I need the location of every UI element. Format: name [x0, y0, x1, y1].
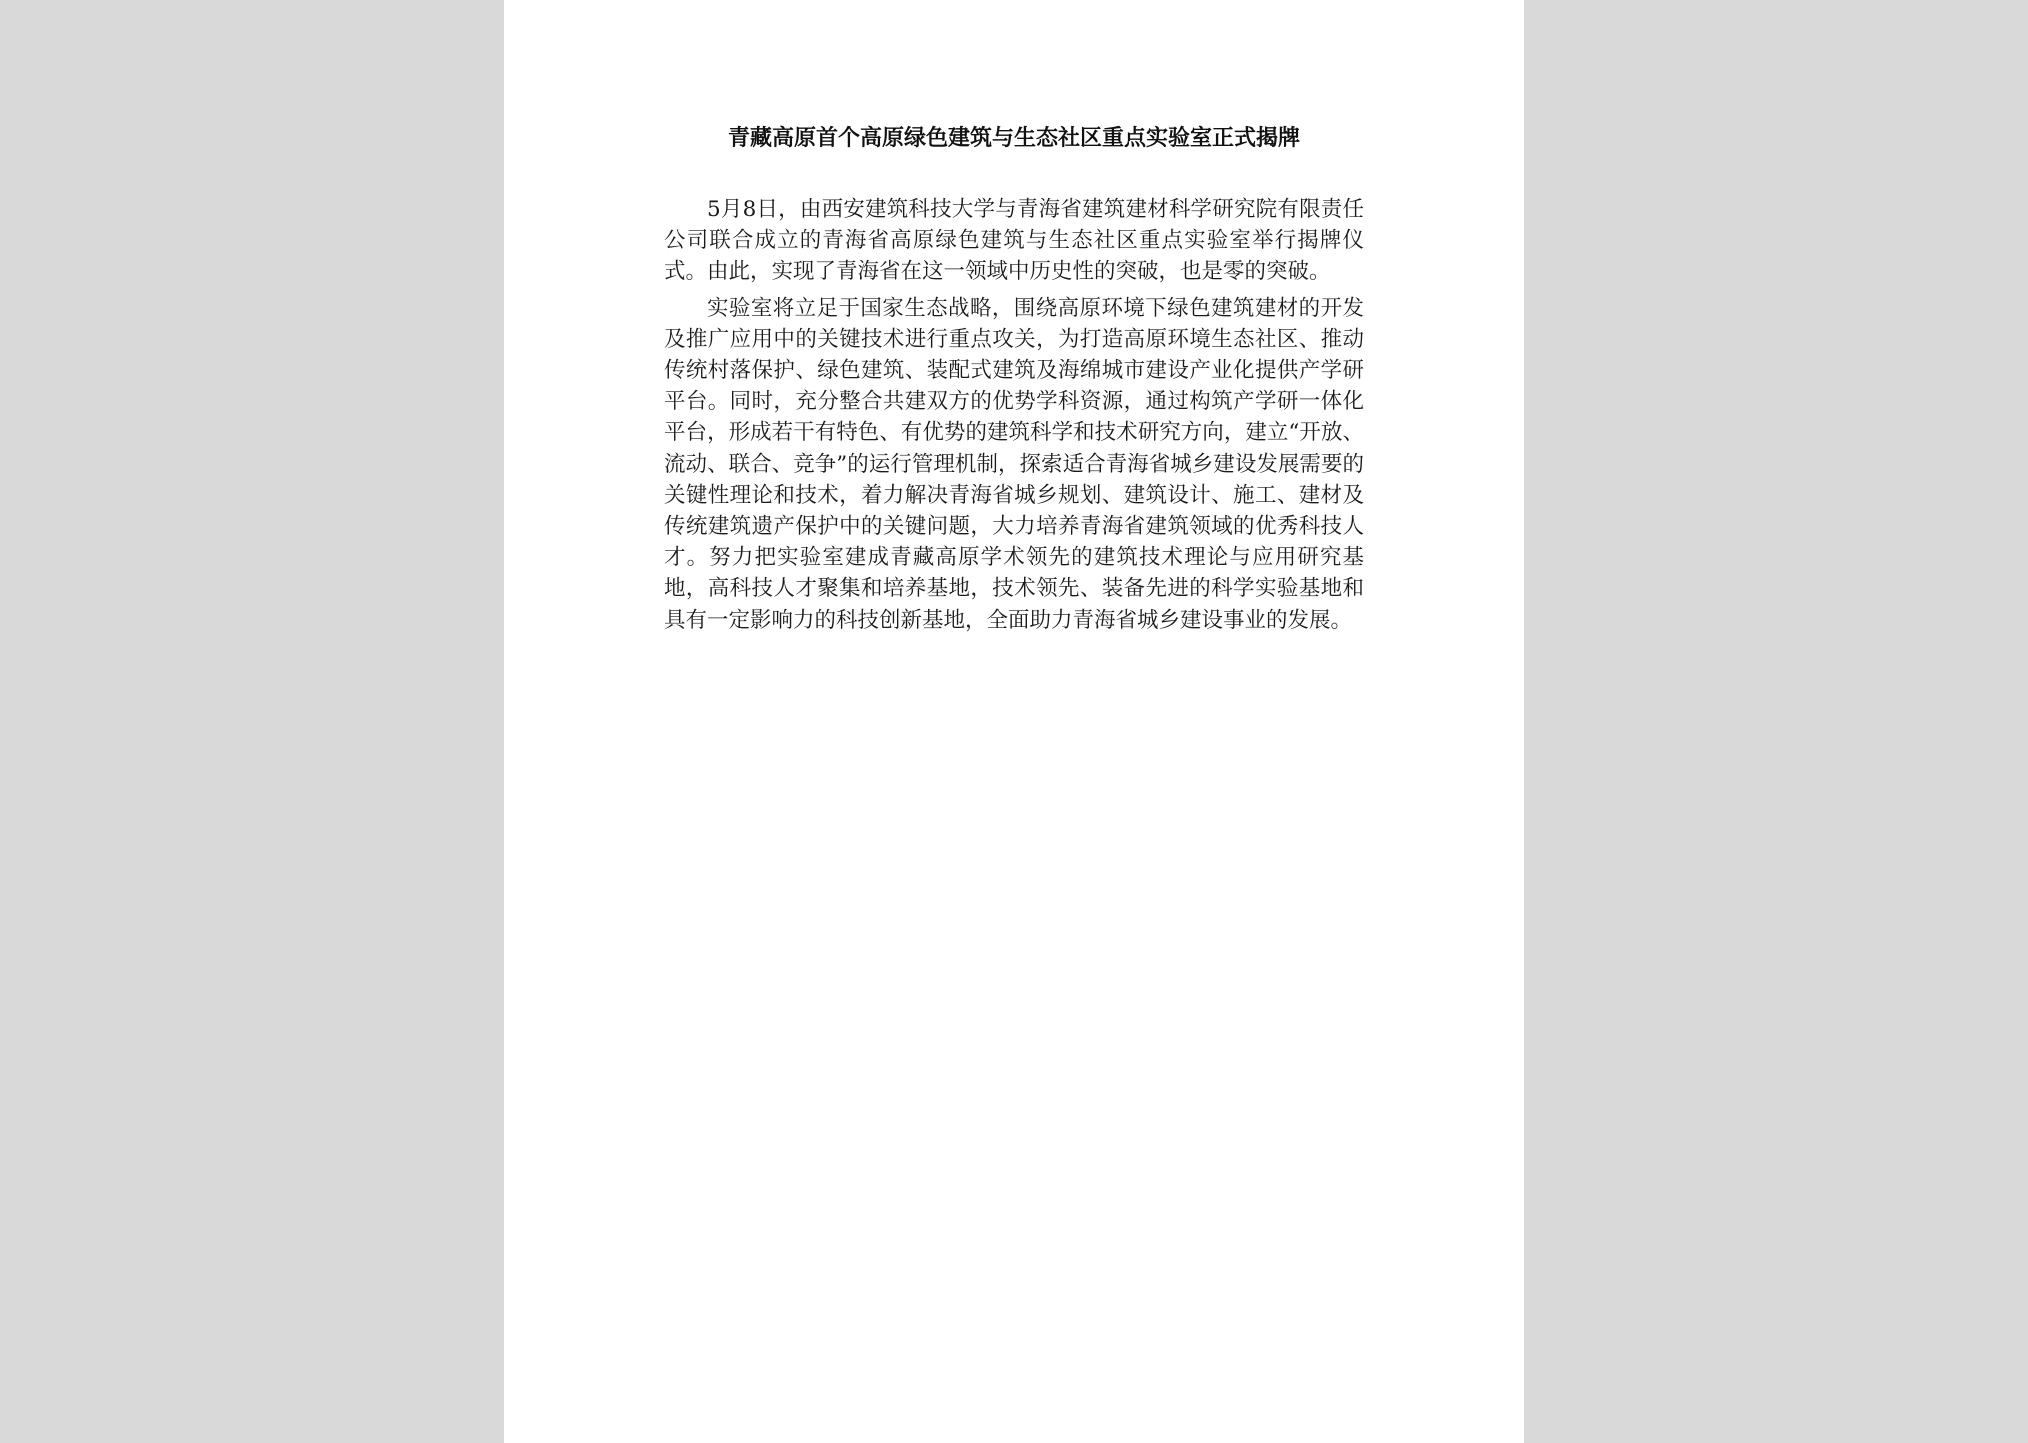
paragraph-1: 5月8日，由西安建筑科技大学与青海省建筑建材科学研究院有限责任公司联合成立的青海省高原绿色建筑与生态社区重点实验室举行揭牌仪式。由此，实现了青海省在这一领域中历史性的突破，也是零的突破。 — [664, 197, 1364, 285]
document-page — [504, 0, 1524, 1443]
document-body — [664, 194, 1364, 641]
document-title: 青藏高原首个高原绿色建筑与生态社区重点实验室正式揭牌 — [727, 125, 1300, 151]
paragraph-2: 实验室将立足于国家生态战略，围绕高原环境下绿色建筑建材的开发及推广应用中的关键技术进行重点攻关，为打造高原环境生态社区、推动传统村落保护、绿色建筑、装配式建筑及海绵城市建设产业化提供产学研平台。同时，充分整合共建双方的优势学科资源，通过构筑产学研一体化平台，形成若干有特色、有优势的建筑科学和技术研究方向，建立“开放、流动、联合、竞争”的运行管理机制，探索适合青海省城乡建设发展需要的关键性理论和技术，着力解决青海省城乡规划、建筑设计、施工、建材及传统建筑遗产保护中的关键问题，大力培养青海省建筑领域的优秀科技人才。努力把实验室建成青藏高原学术领先的建筑技术理论与应用研究基地，高科技人才聚集和培养基地，技术领先、装备先进的科学实验基地和具有一定影响力的科技创新基地，全面助力青海省城乡建设事业的发展。 — [664, 295, 1364, 633]
